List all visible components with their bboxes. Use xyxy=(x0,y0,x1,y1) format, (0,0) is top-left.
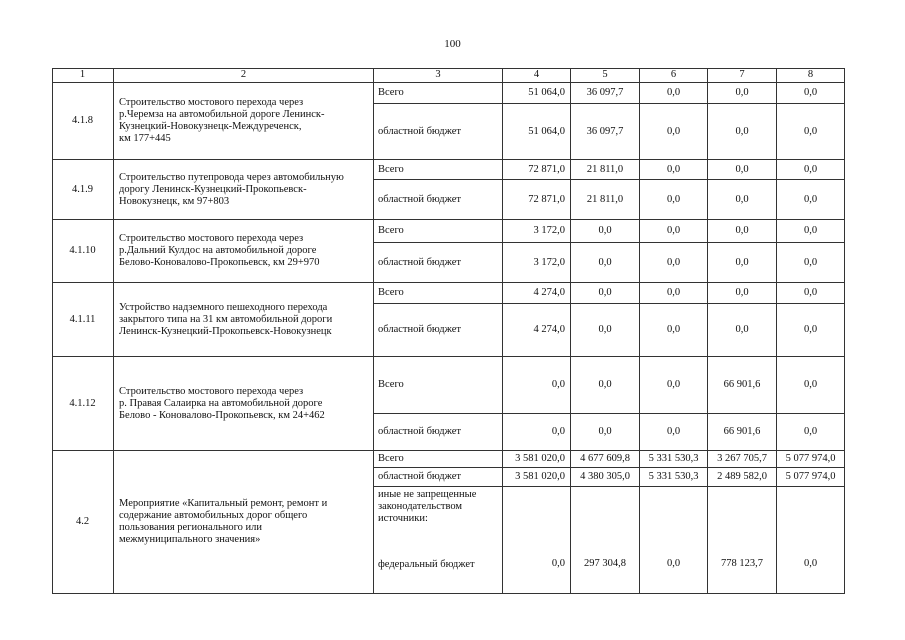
value-col-6 xyxy=(640,487,708,594)
value-col-8 xyxy=(777,487,845,594)
value-col-5 xyxy=(571,243,640,283)
value-col-4 xyxy=(503,414,571,451)
value-col-7 xyxy=(708,451,777,468)
row-name-text: Строительство мостового перехода через р. Правая Салаирка на автомобильной дороге Белово - Коновалово-Прокопьевск, км 24+462 xyxy=(119,385,325,421)
row-source xyxy=(374,283,503,304)
value-text: 0,0 xyxy=(666,87,681,98)
value-text: 66 901,6 xyxy=(723,379,761,390)
header-cell-4 xyxy=(503,68,571,83)
row-source-text: областной бюджет xyxy=(378,426,461,437)
value-text: 297 304,8 xyxy=(584,558,626,569)
value-text: 36 097,7 xyxy=(586,125,624,137)
value-text: 51 064,0 xyxy=(528,125,565,137)
value-text: 0,0 xyxy=(735,125,749,137)
header-cell-2 xyxy=(114,68,374,83)
value-col-7 xyxy=(708,180,777,220)
value-text: 778 123,7 xyxy=(721,558,763,569)
value-col-4 xyxy=(503,283,571,304)
value-text: 0,0 xyxy=(803,324,818,335)
value-text: 0,0 xyxy=(803,193,818,205)
header-cell-3 xyxy=(374,68,503,83)
value-col-6 xyxy=(640,160,708,180)
value-col-7 xyxy=(708,414,777,451)
row-source xyxy=(374,83,503,104)
row-code xyxy=(52,220,114,283)
value-text: 0,0 xyxy=(735,225,749,236)
row-source-text: областной бюджет xyxy=(378,324,461,335)
value-text: 0,0 xyxy=(666,256,681,268)
value-col-4 xyxy=(503,451,571,468)
header-label: 4 xyxy=(533,69,540,80)
value-text: 0,0 xyxy=(551,558,565,569)
row-name xyxy=(114,220,374,283)
value-col-8 xyxy=(777,304,845,357)
header-cell-6 xyxy=(640,68,708,83)
row-source-text: Всего xyxy=(378,163,404,175)
value-text: 0,0 xyxy=(598,287,612,298)
value-col-5 xyxy=(571,304,640,357)
row-source xyxy=(374,104,503,160)
header-label: 5 xyxy=(602,69,608,80)
value-col-4 xyxy=(503,487,571,594)
header-label: 1 xyxy=(79,69,86,80)
value-text: 72 871,0 xyxy=(528,193,565,205)
value-col-4 xyxy=(503,180,571,220)
row-code-text: 4.1.11 xyxy=(69,313,96,325)
value-text: 4 677 609,8 xyxy=(580,453,630,464)
value-col-8 xyxy=(777,357,845,414)
value-col-7 xyxy=(708,283,777,304)
value-text: 0,0 xyxy=(551,379,565,390)
value-col-5 xyxy=(571,160,640,180)
value-text: 4 274,0 xyxy=(533,324,565,335)
value-text: 0,0 xyxy=(666,324,681,335)
row-source xyxy=(374,220,503,243)
row-name xyxy=(114,83,374,160)
row-source-text: Всего xyxy=(378,225,404,236)
value-col-8 xyxy=(777,160,845,180)
header-cell-8 xyxy=(777,68,845,83)
row-code xyxy=(52,357,114,451)
value-col-4 xyxy=(503,160,571,180)
value-text: 36 097,7 xyxy=(586,87,624,98)
row-source-text: Всего xyxy=(378,379,404,390)
value-text: 21 811,0 xyxy=(586,193,624,205)
row-code-text: 4.1.9 xyxy=(72,183,93,195)
value-col-6 xyxy=(640,304,708,357)
header-cell-5 xyxy=(571,68,640,83)
row-name xyxy=(114,451,374,594)
row-source xyxy=(374,414,503,451)
value-text: 0,0 xyxy=(735,324,749,335)
value-text: 0,0 xyxy=(803,163,818,175)
value-text: 0,0 xyxy=(666,125,681,137)
header-label: 8 xyxy=(807,69,814,80)
value-text: 0,0 xyxy=(598,256,612,268)
value-text: 4 274,0 xyxy=(533,287,565,298)
value-text: 0,0 xyxy=(735,163,749,175)
row-code xyxy=(52,451,114,594)
header-label: 6 xyxy=(670,69,677,80)
row-subsource-text: федеральный бюджет xyxy=(378,559,475,570)
value-col-8 xyxy=(777,451,845,468)
value-text: 5 077 974,0 xyxy=(785,453,836,464)
row-source xyxy=(374,180,503,220)
row-code-text: 4.1.8 xyxy=(72,115,93,126)
value-col-7 xyxy=(708,304,777,357)
value-text: 4 380 305,0 xyxy=(580,471,630,482)
row-name xyxy=(114,357,374,451)
value-text: 0,0 xyxy=(803,225,818,236)
value-text: 66 901,6 xyxy=(723,426,761,437)
value-text: 0,0 xyxy=(803,87,818,98)
value-text: 0,0 xyxy=(735,193,749,205)
value-text: 0,0 xyxy=(666,225,681,236)
row-source xyxy=(374,451,503,468)
value-text: 0,0 xyxy=(735,256,749,268)
row-source-text: иные не запрещенные законодательством источники: xyxy=(378,489,477,524)
value-col-7 xyxy=(708,220,777,243)
value-text: 0,0 xyxy=(598,379,612,390)
row-source xyxy=(374,357,503,414)
value-text: 72 871,0 xyxy=(528,163,565,175)
value-col-8 xyxy=(777,180,845,220)
value-col-5 xyxy=(571,180,640,220)
value-col-6 xyxy=(640,180,708,220)
value-col-5 xyxy=(571,104,640,160)
row-code-text: 4.1.10 xyxy=(69,245,96,256)
row-code xyxy=(52,283,114,357)
row-name-text: Строительство мостового перехода через р.Дальний Кулдос на автомобильной дороге Белово-Коновалово-Прокопьевск, км 29+970 xyxy=(119,233,320,268)
row-source-text: областной бюджет xyxy=(378,256,461,268)
row-name xyxy=(114,160,374,220)
value-col-4 xyxy=(503,104,571,160)
value-text: 5 331 530,3 xyxy=(648,453,699,464)
value-text: 0,0 xyxy=(666,163,681,175)
value-col-5 xyxy=(571,487,640,594)
row-source-text: Всего xyxy=(378,87,404,98)
value-col-7 xyxy=(708,243,777,283)
row-source-text: областной бюджет xyxy=(378,125,461,137)
row-name-text: Строительство мостового перехода через р.Черемза на автомобильной дороге Ленинск- Кузнецкий-Новокузнецк-Междуреченск, км 177+445 xyxy=(119,97,325,144)
value-text: 0,0 xyxy=(666,287,681,298)
row-name-text: Мероприятие «Капитальный ремонт, ремонт и содержание автомобильных дорог общего пользования регионального или межмуниципального значения» xyxy=(119,498,328,545)
value-text: 0,0 xyxy=(598,426,612,437)
value-col-6 xyxy=(640,283,708,304)
value-text: 0,0 xyxy=(803,125,818,137)
source-stack xyxy=(378,489,476,593)
row-name xyxy=(114,283,374,357)
value-col-6 xyxy=(640,220,708,243)
header-label: 3 xyxy=(435,69,441,80)
value-col-5 xyxy=(571,83,640,104)
value-col-5 xyxy=(571,451,640,468)
value-text: 0,0 xyxy=(803,379,818,390)
value-col-5 xyxy=(571,220,640,243)
value-text: 0,0 xyxy=(666,379,681,390)
value-text: 21 811,0 xyxy=(586,163,624,175)
value-col-8 xyxy=(777,83,845,104)
value-col-8 xyxy=(777,243,845,283)
value-text: 0,0 xyxy=(666,426,681,437)
value-text: 0,0 xyxy=(803,256,818,268)
value-text: 0,0 xyxy=(598,225,612,236)
value-text: 3 581 020,0 xyxy=(515,453,565,464)
value-col-5 xyxy=(571,357,640,414)
header-cell-7 xyxy=(708,68,777,83)
page-number: 100 xyxy=(444,38,461,50)
value-col-5 xyxy=(571,468,640,487)
row-source xyxy=(374,487,503,594)
value-col-4 xyxy=(503,243,571,283)
value-text: 3 267 705,7 xyxy=(717,453,767,464)
value-col-8 xyxy=(777,283,845,304)
value-text: 0,0 xyxy=(666,193,681,205)
row-code xyxy=(52,83,114,160)
value-col-6 xyxy=(640,414,708,451)
row-code-text: 4.1.12 xyxy=(69,397,96,409)
value-col-6 xyxy=(640,468,708,487)
value-text: 0,0 xyxy=(735,87,749,98)
value-text: 0,0 xyxy=(598,324,612,335)
value-col-4 xyxy=(503,83,571,104)
value-text: 0,0 xyxy=(803,558,818,569)
value-col-4 xyxy=(503,304,571,357)
value-col-6 xyxy=(640,243,708,283)
header-label: 2 xyxy=(240,69,247,80)
value-col-6 xyxy=(640,83,708,104)
row-name-text: Устройство надземного пешеходного перехода закрытого типа на 31 км автомобильной дороги Ленинск-Кузнецкий-Прокопьевск-Новокузнецк xyxy=(119,301,333,337)
value-text: 0,0 xyxy=(666,558,681,569)
value-text: 2 489 582,0 xyxy=(717,471,767,482)
value-col-8 xyxy=(777,414,845,451)
value-col-5 xyxy=(571,283,640,304)
row-source xyxy=(374,304,503,357)
value-col-4 xyxy=(503,468,571,487)
row-source xyxy=(374,243,503,283)
value-col-5 xyxy=(571,414,640,451)
header-cell-1 xyxy=(52,68,114,83)
value-text: 3 172,0 xyxy=(533,225,565,236)
row-source-text: областной бюджет xyxy=(378,193,461,205)
value-col-8 xyxy=(777,104,845,160)
value-text: 3 581 020,0 xyxy=(515,471,565,482)
row-source xyxy=(374,160,503,180)
value-col-4 xyxy=(503,357,571,414)
value-col-6 xyxy=(640,357,708,414)
value-col-7 xyxy=(708,104,777,160)
row-code-text: 4.2 xyxy=(75,516,90,527)
value-text: 5 077 974,0 xyxy=(785,471,836,482)
value-text: 0,0 xyxy=(735,287,749,298)
value-text: 3 172,0 xyxy=(533,256,565,268)
value-col-7 xyxy=(708,357,777,414)
row-source-text: Всего xyxy=(378,453,404,464)
value-text: 0,0 xyxy=(803,287,818,298)
header-label: 7 xyxy=(739,69,745,80)
value-col-7 xyxy=(708,83,777,104)
value-col-4 xyxy=(503,220,571,243)
row-source xyxy=(374,468,503,487)
value-col-6 xyxy=(640,104,708,160)
value-col-8 xyxy=(777,468,845,487)
value-text: 51 064,0 xyxy=(528,87,565,98)
row-name-text: Строительство путепровода через автомобильную дорогу Ленинск-Кузнецкий-Прокопьевск- Новокузнецк, км 97+803 xyxy=(119,171,344,207)
value-text: 0,0 xyxy=(551,426,565,437)
row-source-text: Всего xyxy=(378,287,404,298)
row-code xyxy=(52,160,114,220)
row-source-text: областной бюджет xyxy=(378,471,461,482)
value-text: 5 331 530,3 xyxy=(648,471,699,482)
value-col-7 xyxy=(708,468,777,487)
value-col-6 xyxy=(640,451,708,468)
value-col-7 xyxy=(708,160,777,180)
value-col-7 xyxy=(708,487,777,594)
value-col-8 xyxy=(777,220,845,243)
value-text: 0,0 xyxy=(803,426,818,437)
